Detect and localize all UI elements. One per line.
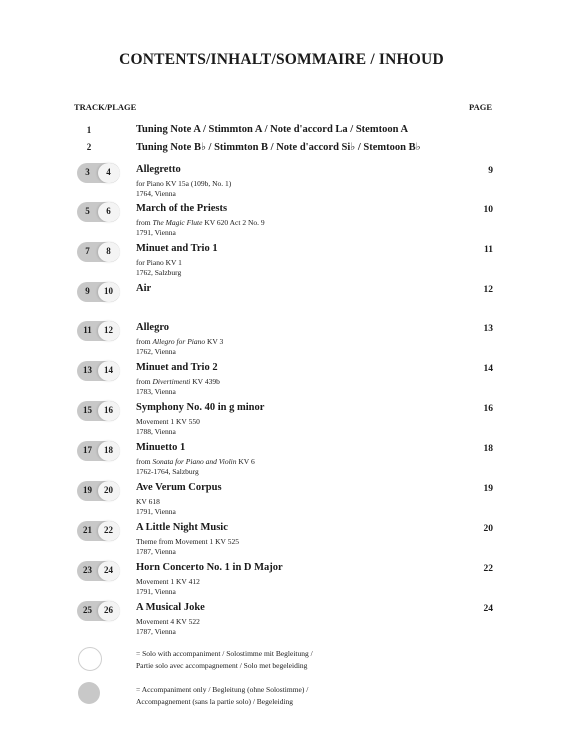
track-pair-badge bbox=[77, 282, 120, 302]
solo-legend-circle bbox=[78, 647, 102, 671]
page-number: 24 bbox=[483, 604, 493, 614]
piece-title: Allegretto bbox=[136, 164, 181, 175]
solo-track-number: 24 bbox=[104, 565, 113, 575]
accompaniment-track-number: 3 bbox=[85, 167, 90, 177]
track-pair-badge bbox=[77, 401, 120, 421]
piece-source: for Piano KV 1 bbox=[136, 258, 182, 267]
page-number: 9 bbox=[488, 166, 493, 176]
accompaniment-legend-text bbox=[136, 684, 308, 708]
page-number: 20 bbox=[483, 524, 493, 534]
solo-track-number: 16 bbox=[104, 405, 113, 415]
solo-track-number: 22 bbox=[104, 525, 113, 535]
page-number: 18 bbox=[483, 444, 493, 454]
page-title: CONTENTS/INHALT/SOMMAIRE / INHOUD bbox=[119, 51, 444, 68]
accompaniment-track-number: 13 bbox=[83, 365, 92, 375]
piece-title: A Musical Joke bbox=[136, 602, 205, 613]
piece-title: Air bbox=[136, 283, 152, 294]
page-number: 16 bbox=[483, 404, 493, 414]
source-catalogue: KV 3 bbox=[205, 337, 224, 346]
piece-year-place: 1762, Vienna bbox=[136, 347, 176, 356]
solo-track-number: 26 bbox=[104, 605, 113, 615]
piece-year-place: 1783, Vienna bbox=[136, 387, 176, 396]
piece-year-place: 1791, Vienna bbox=[136, 228, 176, 237]
accompaniment-track-number: 7 bbox=[85, 246, 90, 256]
source-prefix: from bbox=[136, 337, 153, 346]
piece-source: Movement 1 KV 412 bbox=[136, 577, 200, 586]
page-number: 22 bbox=[483, 564, 493, 574]
piece-source: for Piano KV 15a (109b, No. 1) bbox=[136, 179, 232, 188]
accompaniment-track-number: 25 bbox=[83, 605, 92, 615]
solo-legend-text bbox=[136, 648, 313, 672]
track-pair-badge bbox=[77, 202, 120, 222]
page-number: 14 bbox=[483, 364, 493, 374]
source-prefix: from bbox=[136, 457, 153, 466]
contents-entry bbox=[0, 282, 563, 320]
accompaniment-track-number: 21 bbox=[83, 525, 92, 535]
piece-year-place: 1791, Vienna bbox=[136, 507, 176, 516]
track-number: 2 bbox=[86, 142, 92, 152]
piece-source: Movement 4 KV 522 bbox=[136, 617, 200, 626]
piece-title: Minuet and Trio 2 bbox=[136, 362, 218, 373]
track-column-header: TRACK/PLAGE bbox=[74, 102, 137, 112]
track-pair-badge bbox=[77, 163, 120, 183]
contents-entry bbox=[0, 521, 563, 559]
piece-title: Ave Verum Corpus bbox=[136, 482, 222, 493]
source-catalogue: KV 620 Act 2 No. 9 bbox=[202, 218, 265, 227]
track-number: 1 bbox=[86, 125, 92, 135]
source-prefix: from bbox=[136, 218, 153, 227]
solo-track-number: 18 bbox=[104, 445, 113, 455]
piece-year-place: 1788, Vienna bbox=[136, 427, 176, 436]
piece-source: Theme from Movement 1 KV 525 bbox=[136, 537, 239, 546]
track-pair-badge bbox=[77, 601, 120, 621]
accompaniment-track-number: 11 bbox=[83, 325, 92, 335]
piece-source bbox=[136, 337, 223, 346]
accompaniment-track-number: 19 bbox=[83, 485, 92, 495]
accompaniment-track-number: 17 bbox=[83, 445, 92, 455]
piece-source bbox=[136, 218, 265, 227]
source-work-title: Divertimenti bbox=[152, 377, 191, 386]
solo-track-number: 14 bbox=[104, 365, 113, 375]
source-work-title: The Magic Flute bbox=[152, 218, 203, 227]
legend-line: = Solo with accompaniment / Solostimme mit Begleitung / bbox=[136, 649, 313, 658]
piece-title: Minuetto 1 bbox=[136, 442, 186, 453]
solo-track-number: 6 bbox=[106, 206, 111, 216]
piece-source bbox=[136, 377, 220, 386]
track-pair-badge bbox=[77, 242, 120, 262]
solo-track-number: 10 bbox=[104, 286, 113, 296]
piece-title: A Little Night Music bbox=[136, 522, 228, 533]
track-pair-badge bbox=[77, 441, 120, 461]
contents-entry bbox=[0, 321, 563, 359]
track-pair-badge bbox=[77, 481, 120, 501]
contents-entry bbox=[0, 481, 563, 519]
piece-source: Movement 1 KV 550 bbox=[136, 417, 200, 426]
accompaniment-track-number: 15 bbox=[83, 405, 92, 415]
solo-track-number: 8 bbox=[106, 246, 111, 256]
contents-entry bbox=[0, 561, 563, 599]
source-work-title: Allegro for Piano bbox=[152, 337, 206, 346]
accompaniment-track-number: 5 bbox=[85, 206, 90, 216]
accompaniment-legend-circle bbox=[78, 682, 100, 704]
piece-year-place: 1787, Vienna bbox=[136, 547, 176, 556]
piece-year-place: 1764, Vienna bbox=[136, 189, 176, 198]
contents-entry bbox=[0, 163, 563, 201]
page-number: 13 bbox=[483, 324, 493, 334]
accompaniment-track-number: 9 bbox=[85, 286, 90, 296]
track-pair-badge bbox=[77, 561, 120, 581]
contents-entry bbox=[0, 361, 563, 399]
piece-title: March of the Priests bbox=[136, 203, 228, 214]
source-catalogue: KV 6 bbox=[236, 457, 255, 466]
source-work-title: Sonata for Piano and Violin bbox=[152, 457, 237, 466]
page-number: 12 bbox=[483, 285, 493, 295]
legend-line: Partie solo avec accompagnement / Solo met begeleiding bbox=[136, 661, 308, 670]
piece-source: KV 618 bbox=[136, 497, 160, 506]
piece-year-place: 1762, Salzburg bbox=[136, 268, 182, 277]
track-pair-badge bbox=[77, 361, 120, 381]
solo-track-number: 20 bbox=[104, 485, 113, 495]
page-number: 19 bbox=[483, 484, 493, 494]
contents-entry bbox=[0, 441, 563, 479]
page-number: 10 bbox=[483, 205, 493, 215]
piece-year-place: 1762-1764, Salzburg bbox=[136, 467, 199, 476]
page-number: 11 bbox=[484, 245, 493, 255]
solo-track-number: 12 bbox=[104, 325, 113, 335]
tuning-label: Tuning Note B♭ / Stimmton B / Note d'accord Si♭ / Stemtoon B♭ bbox=[136, 142, 421, 153]
source-catalogue: KV 439b bbox=[190, 377, 220, 386]
contents-entry bbox=[0, 242, 563, 280]
page-column-header: PAGE bbox=[469, 102, 492, 112]
accompaniment-track-number: 23 bbox=[83, 565, 92, 575]
contents-entry bbox=[0, 401, 563, 439]
piece-source bbox=[136, 457, 255, 466]
solo-track-number: 4 bbox=[106, 167, 111, 177]
piece-title: Minuet and Trio 1 bbox=[136, 243, 218, 254]
piece-year-place: 1787, Vienna bbox=[136, 627, 176, 636]
piece-title: Allegro bbox=[136, 322, 170, 333]
track-pair-badge bbox=[77, 321, 120, 341]
contents-entry bbox=[0, 601, 563, 639]
contents-entry bbox=[0, 202, 563, 240]
piece-title: Symphony No. 40 in g minor bbox=[136, 402, 265, 413]
track-pair-badge bbox=[77, 521, 120, 541]
legend-line: Accompagnement (sans la partie solo) / Begeleiding bbox=[136, 697, 294, 706]
piece-title: Horn Concerto No. 1 in D Major bbox=[136, 562, 283, 573]
tuning-label: Tuning Note A / Stimmton A / Note d'accord La / Stemtoon A bbox=[136, 124, 409, 135]
piece-year-place: 1791, Vienna bbox=[136, 587, 176, 596]
source-prefix: from bbox=[136, 377, 153, 386]
legend-line: = Accompaniment only / Begleitung (ohne Solostimme) / bbox=[136, 685, 309, 694]
